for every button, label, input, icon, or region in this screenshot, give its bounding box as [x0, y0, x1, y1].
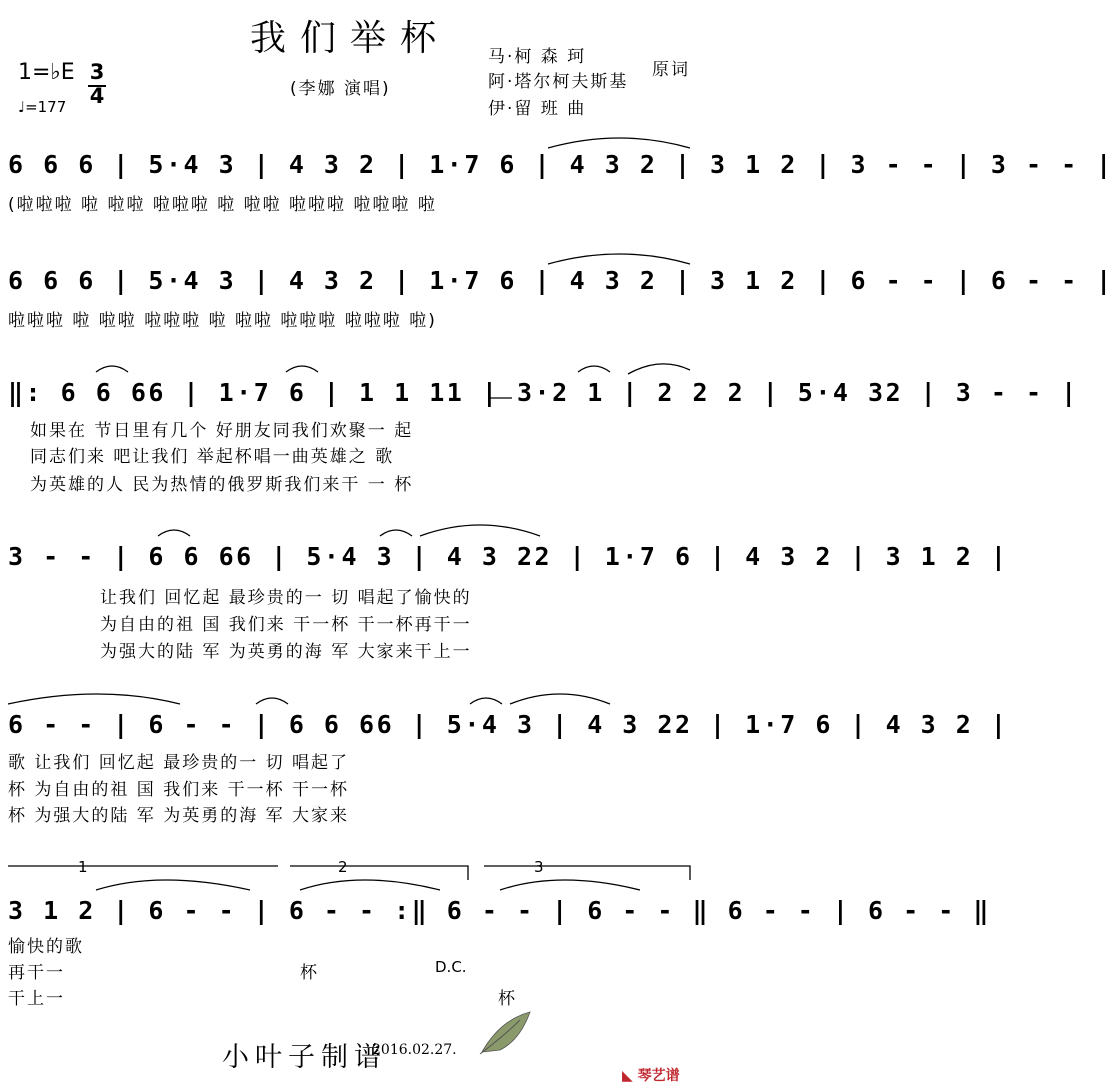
- tie-arc: [548, 138, 690, 148]
- tie-arc: [96, 880, 250, 890]
- slur-arc: [96, 366, 128, 372]
- arranger-signature: 小叶子制谱: [222, 1042, 387, 1073]
- tie-arc: [420, 525, 540, 536]
- system-4-lyrics-verse-3: 为强大的陆 军 为英勇的海 军 大家来干上一: [100, 642, 472, 662]
- da-capo-mark: D.C.: [435, 958, 467, 976]
- tie-arc: [300, 880, 440, 890]
- site-logo: [622, 1065, 680, 1085]
- system-1-notes: 6 6 6 | 5·4 3 | 4 3 2 | 1·7 6 | 4 3 2 | 3 1 2 | 3 - - | 3 - - |: [8, 150, 1114, 179]
- system-6-end-word-verse-2: 杯: [300, 963, 319, 983]
- system-6-lyrics-verse-2: 再干一: [8, 963, 65, 983]
- system-5-lyrics-verse-2: 杯 为自由的祖 国 我们来 干一杯 干一杯: [8, 780, 350, 800]
- slur-arc: [380, 530, 412, 536]
- system-6-lyrics-verse-3: 干上一: [8, 989, 65, 1009]
- tie-arc: [510, 694, 610, 704]
- song-title: 我们举杯: [249, 18, 450, 59]
- system-6-end-word-verse-3: 杯: [498, 989, 517, 1009]
- tempo-mark: ♩=177: [18, 98, 67, 116]
- system-3-lyrics-verse-3: 为英雄的人 民为热情的俄罗斯我们来干 一 杯: [30, 475, 414, 495]
- system-2-notes: 6 6 6 | 5·4 3 | 4 3 2 | 1·7 6 | 4 3 2 | 3 1 2 | 6 - - | 6 - - |: [8, 266, 1114, 295]
- lyricist-1: 马·柯 森 珂: [488, 47, 587, 67]
- lyricist-role: 原词: [652, 60, 690, 80]
- system-2-lyrics: 啦啦啦 啦 啦啦 啦啦啦 啦 啦啦 啦啦啦 啦啦啦 啦): [8, 311, 437, 331]
- arrangement-date: 2016.02.27.: [372, 1042, 457, 1058]
- tie-arc: [500, 880, 640, 890]
- time-signature-top: 3: [89, 60, 105, 84]
- system-3-lyrics-verse-2: 同志们来 吧让我们 举起杯唱一曲英雄之 歌: [30, 447, 395, 467]
- tie-arc: [8, 694, 180, 704]
- system-5-lyrics-verse-3: 杯 为强大的陆 军 为英勇的海 军 大家来: [8, 806, 350, 826]
- composer: 伊·留 班 曲: [488, 99, 587, 119]
- system-4-lyrics-verse-2: 为自由的祖 国 我们来 干一杯 干一杯再干一: [100, 615, 472, 635]
- system-6-notes: 3 1 2 | 6 - - | 6 - - :‖ 6 - - | 6 - - ‖ 6 - - | 6 - - ‖: [8, 896, 991, 925]
- tie-arc: [548, 254, 690, 264]
- volta-3-label: 3: [534, 858, 544, 876]
- time-signature-bottom: 4: [89, 84, 105, 108]
- slur-arc: [286, 366, 318, 372]
- slur-arc: [470, 698, 502, 704]
- system-4-notes: 3 - - | 6 6 66 | 5·4 3 | 4 3 22 | 1·7 6 | 4 3 2 | 3 1 2 |: [8, 542, 1009, 571]
- system-5-notes: 6 - - | 6 - - | 6 6 66 | 5·4 3 | 4 3 22 | 1·7 6 | 4 3 2 |: [8, 710, 1009, 739]
- volta-1-label: 1: [78, 858, 88, 876]
- slur-arc: [158, 530, 190, 536]
- slur-arc: [578, 366, 610, 372]
- singer: (李娜 演唱): [290, 79, 391, 99]
- volta-2-label: 2: [338, 858, 348, 876]
- lyricist-2: 阿·塔尔柯夫斯基: [488, 72, 629, 92]
- system-3-lyrics-verse-1: 如果在 节日里有几个 好朋友同我们欢聚一 起: [30, 421, 414, 441]
- system-5-lyrics-verse-1: 歌 让我们 回忆起 最珍贵的一 切 唱起了: [8, 753, 350, 773]
- slur-arc: [256, 698, 288, 704]
- tie-arc: [628, 364, 690, 374]
- site-logo-text: 琴艺谱: [637, 1068, 680, 1084]
- system-6-lyrics-verse-1: 愉快的歌: [8, 937, 84, 957]
- volta-bracket: [290, 866, 468, 880]
- system-4-lyrics-verse-1: 让我们 回忆起 最珍贵的一 切 唱起了愉快的: [100, 588, 472, 608]
- site-logo-icon: ◣: [622, 1068, 633, 1084]
- system-1-lyrics: (啦啦啦 啦 啦啦 啦啦啦 啦 啦啦 啦啦啦 啦啦啦 啦: [8, 195, 437, 215]
- volta-bracket: [484, 866, 690, 880]
- leaf-logo: [480, 1012, 530, 1054]
- system-3-notes: ‖: 6 6 66 | 1·7 6 | 1 1 11 | 3·2 1 | 2 2 2 | 5·4 32 | 3 - - |: [8, 378, 1079, 407]
- key-signature: 1=♭E: [18, 60, 75, 85]
